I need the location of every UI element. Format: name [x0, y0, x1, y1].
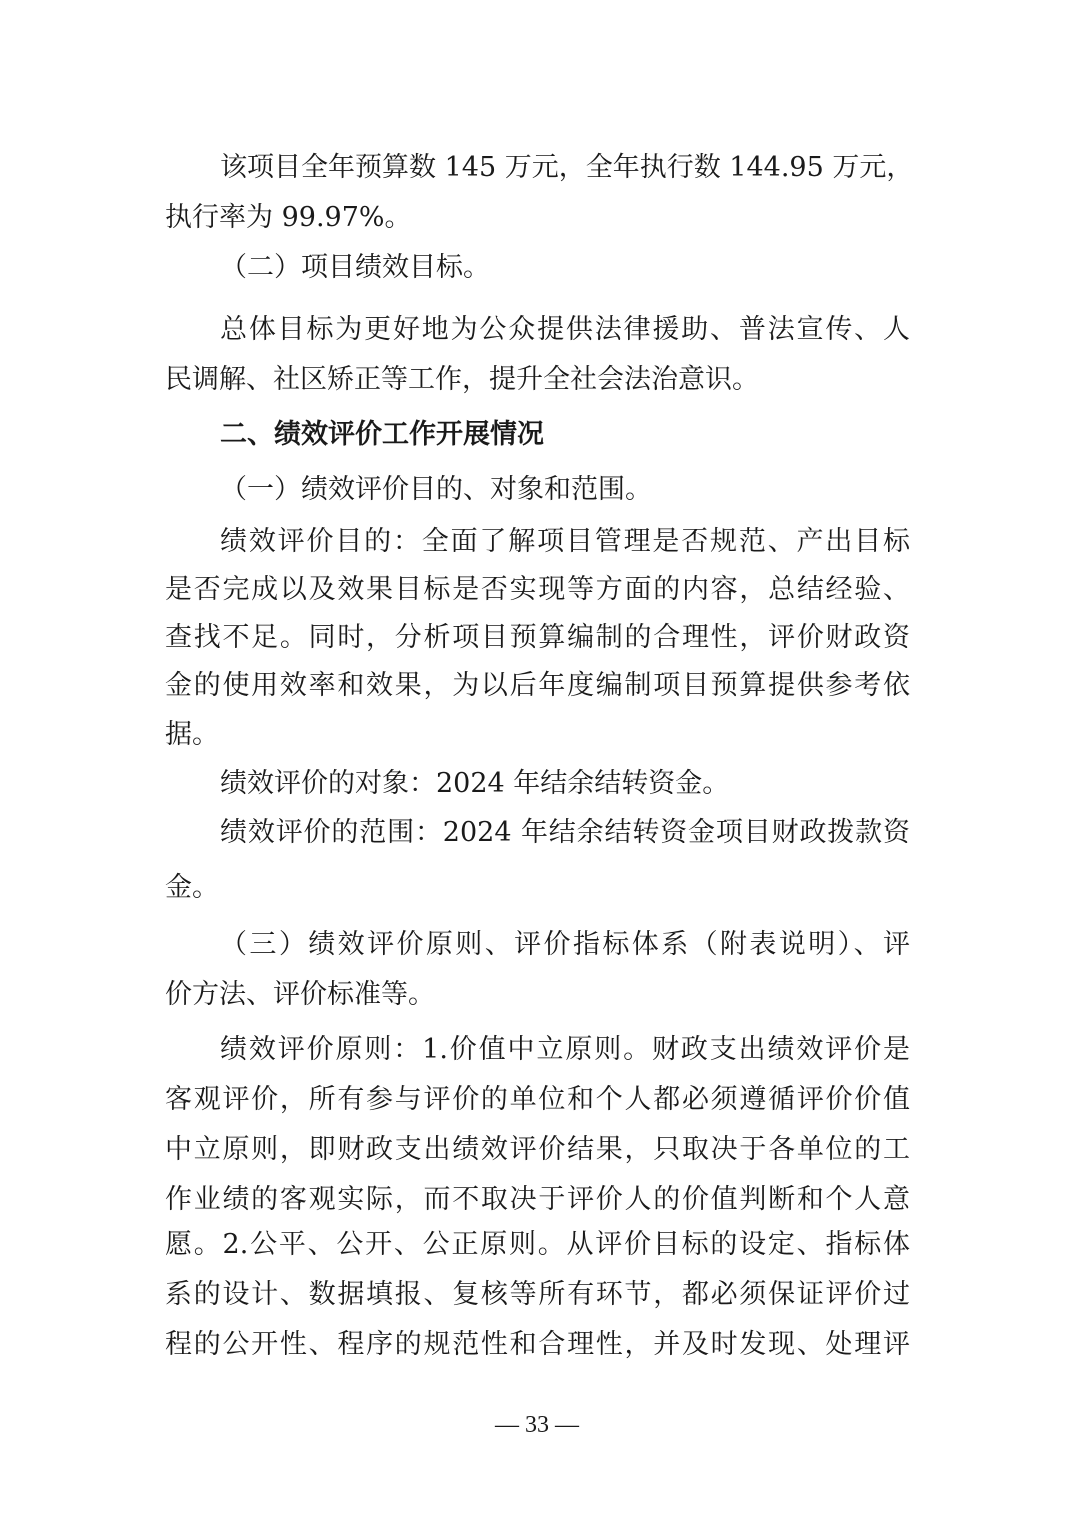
paragraph-line: 金。 [165, 872, 219, 903]
paragraph-line: 执行率为 99.97%。 [165, 202, 412, 233]
paragraph-line: 愿。2.公平、公开、公正原则。从评价目标的设定、指标体 [165, 1229, 910, 1260]
paragraph-line: 绩效评价原则：1.价值中立原则。财政支出绩效评价是 [220, 1034, 910, 1065]
paragraph-line: 程的公开性、程序的规范性和合理性，并及时发现、处理评 [165, 1329, 910, 1360]
section-heading: 二、绩效评价工作开展情况 [220, 419, 544, 450]
paragraph-line: 绩效评价目的：全面了解项目管理是否规范、产出目标 [220, 526, 910, 557]
paragraph-line: 总体目标为更好地为公众提供法律援助、普法宣传、人 [220, 314, 910, 345]
subheading: （一）绩效评价目的、对象和范围。 [220, 474, 652, 505]
paragraph-line: 绩效评价的对象：2024 年结余结转资金。 [220, 768, 730, 799]
paragraph-line: 作业绩的客观实际，而不取决于评价人的价值判断和个人意 [165, 1184, 910, 1215]
paragraph-line: 绩效评价的范围：2024 年结余结转资金项目财政拨款资 [220, 817, 910, 848]
paragraph-line: 民调解、社区矫正等工作，提升全社会法治意识。 [165, 364, 759, 395]
subheading: 价方法、评价标准等。 [165, 979, 435, 1010]
paragraph-line: 客观评价，所有参与评价的单位和个人都必须遵循评价价值 [165, 1084, 910, 1115]
paragraph-line: 查找不足。同时，分析项目预算编制的合理性，评价财政资 [165, 622, 910, 653]
paragraph-line: 系的设计、数据填报、复核等所有环节，都必须保证评价过 [165, 1279, 910, 1310]
paragraph-line: 金的使用效率和效果，为以后年度编制项目预算提供参考依 [165, 670, 910, 701]
paragraph-line: 是否完成以及效果目标是否实现等方面的内容，总结经验、 [165, 574, 910, 605]
subheading: （二）项目绩效目标。 [220, 252, 490, 283]
subheading: （三）绩效评价原则、评价指标体系（附表说明）、评 [220, 929, 910, 960]
paragraph-line: 该项目全年预算数 145 万元，全年执行数 144.95 万元， [220, 152, 914, 183]
paragraph-line: 据。 [165, 719, 219, 750]
page-number: — 33 — [495, 1412, 579, 1438]
paragraph-line: 中立原则，即财政支出绩效评价结果，只取决于各单位的工 [165, 1134, 910, 1165]
